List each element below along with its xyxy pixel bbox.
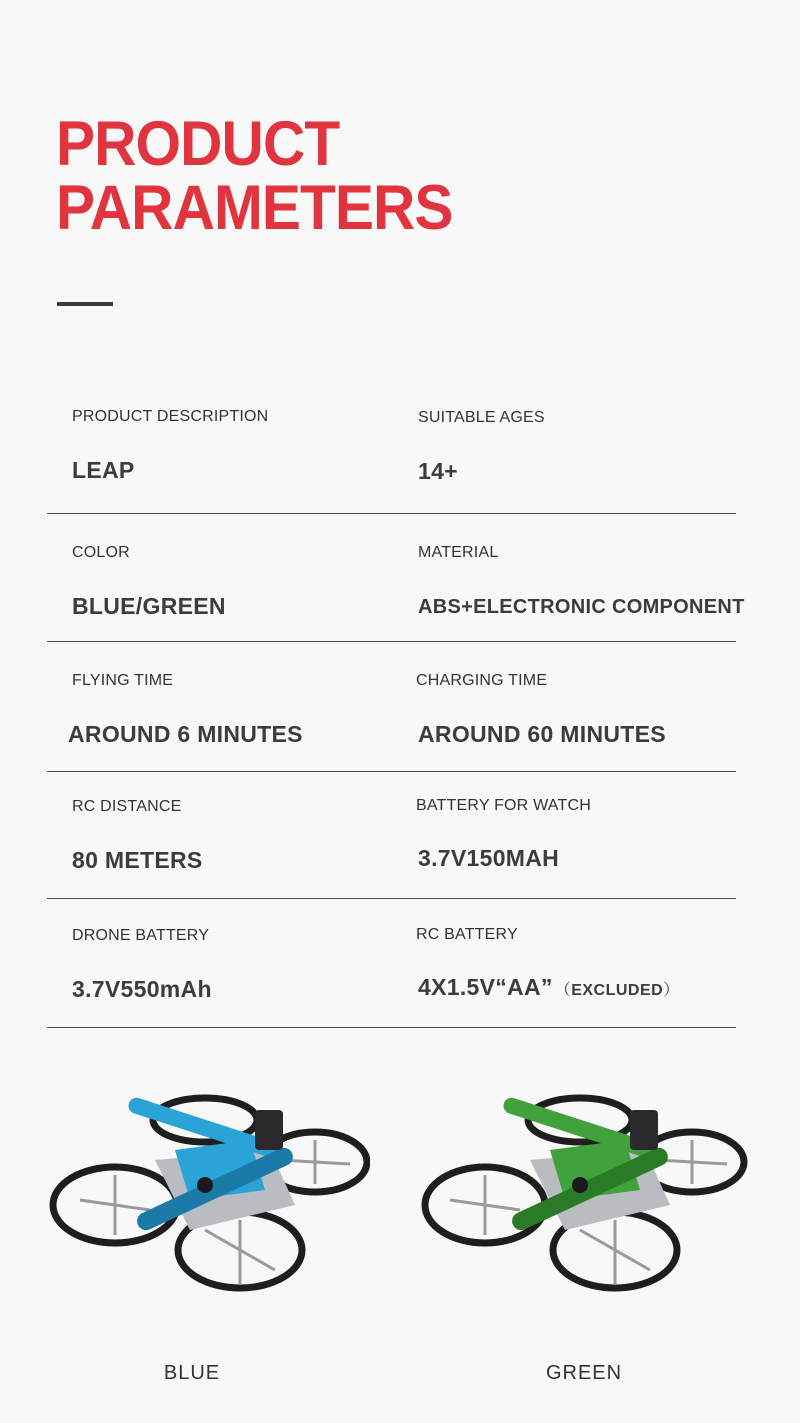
spec-value-battery-for-watch: 3.7V150MAH bbox=[418, 845, 560, 871]
spec-value-product-description: LEAP bbox=[72, 457, 135, 483]
drone-image-green bbox=[420, 1090, 750, 1320]
note-close-paren: ） bbox=[663, 982, 680, 999]
spec-label-suitable-ages: SUITABLE AGES bbox=[418, 409, 545, 426]
spec-label-charging-time: CHARGING TIME bbox=[416, 672, 548, 689]
spec-value-flying-time: AROUND 6 MINUTES bbox=[68, 721, 303, 747]
spec-value-drone-battery: 3.7V550mAh bbox=[72, 976, 212, 1002]
spec-label-rc-distance: RC DISTANCE bbox=[72, 798, 182, 815]
spec-value-charging-time: AROUND 60 MINUTES bbox=[418, 721, 666, 747]
product-caption-green: GREEN bbox=[545, 1362, 623, 1384]
spec-value-rc-battery bbox=[418, 974, 680, 1001]
spec-value-suitable-ages: 14+ bbox=[418, 458, 458, 484]
note-open-paren: （ bbox=[562, 982, 572, 999]
drone-blue-illustration bbox=[40, 1090, 370, 1320]
spec-label-battery-for-watch: BATTERY FOR WATCH bbox=[416, 797, 591, 814]
product-variants bbox=[0, 1090, 800, 1423]
drone-green-illustration bbox=[420, 1090, 750, 1320]
spec-label-drone-battery: DRONE BATTERY bbox=[72, 927, 210, 944]
spec-label-product-description: PRODUCT DESCRIPTION bbox=[72, 408, 269, 425]
note-text: EXCLUDED bbox=[571, 982, 664, 999]
title-line-1: PRODUCT bbox=[56, 109, 340, 179]
spec-label-flying-time: FLYING TIME bbox=[72, 672, 174, 689]
row-divider bbox=[47, 898, 736, 899]
spec-label-color: COLOR bbox=[72, 544, 130, 561]
spec-label-material: MATERIAL bbox=[418, 544, 499, 561]
drone-image-blue bbox=[40, 1090, 370, 1320]
row-divider bbox=[47, 641, 736, 642]
spec-value-rc-distance: 80 METERS bbox=[72, 847, 203, 873]
spec-value-color: BLUE/GREEN bbox=[72, 593, 226, 619]
row-divider bbox=[47, 771, 736, 772]
row-divider bbox=[47, 1027, 736, 1028]
title-line-2: PARAMETERS bbox=[56, 173, 453, 243]
product-caption-blue: BLUE bbox=[163, 1362, 221, 1384]
spec-value-material: ABS+ELECTRONIC COMPONENT bbox=[418, 596, 745, 618]
row-divider bbox=[47, 513, 736, 514]
rc-battery-note bbox=[563, 982, 680, 999]
rc-battery-value: 4X1.5V“AA” bbox=[418, 974, 553, 1000]
spec-label-rc-battery: RC BATTERY bbox=[416, 926, 518, 943]
